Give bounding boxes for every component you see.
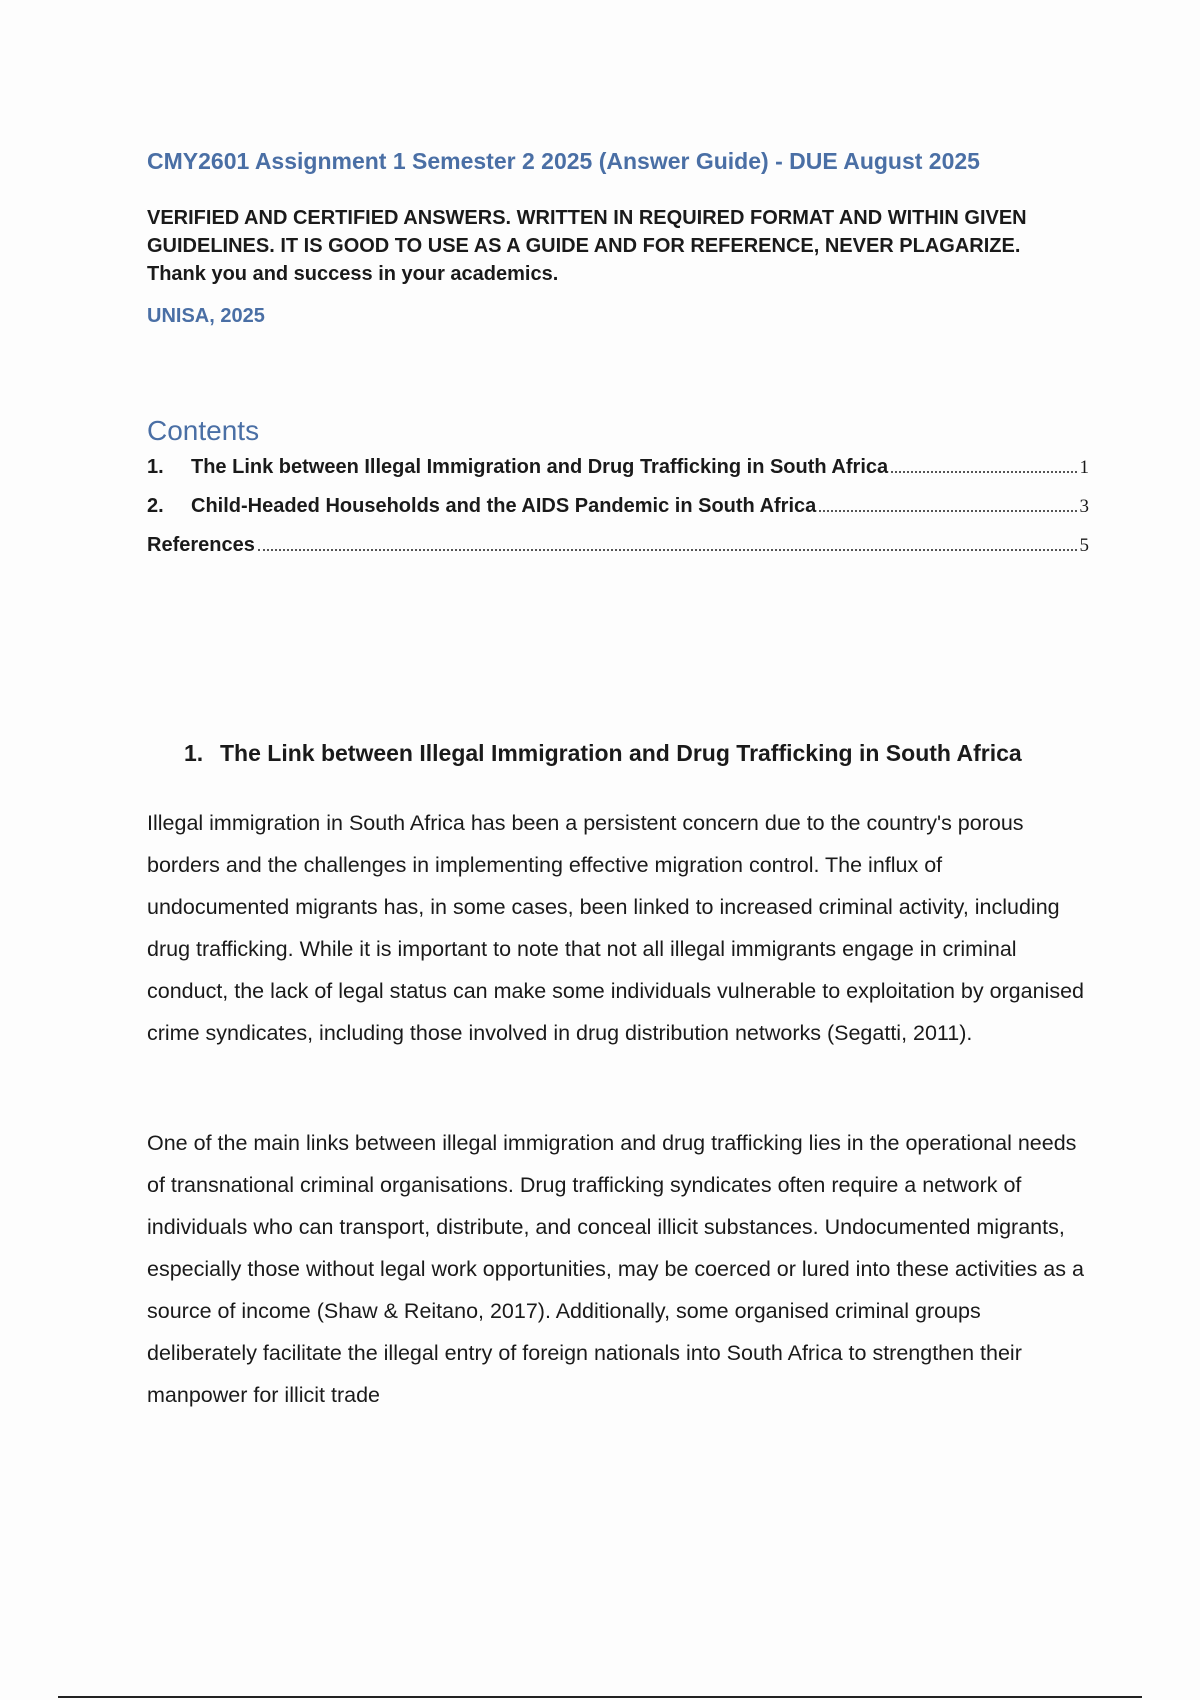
contents-heading: Contents [147,415,260,446]
section-number: 1. [184,740,204,766]
toc-entry-2[interactable] [147,492,1089,521]
toc-page-number: 3 [1079,496,1089,517]
toc-entry-label: References [147,534,255,556]
verification-notice: VERIFIED AND CERTIFIED ANSWERS. WRITTEN IN REQUIRED FORMAT AND WITHIN GIVEN GUIDELINES. IT IS GOOD TO USE AS A GUIDE AND FOR REFERENCE, NEVER PLAGARIZE. Thank you and success in your academics. [147,207,1027,285]
institution-line: UNISA, 2025 [147,305,265,327]
toc-page-number: 1 [1079,457,1089,478]
body-paragraph-2: One of the main links between illegal immigration and drug trafficking lies in the operational needs of transnational criminal organisations. Drug trafficking syndicates often require a network of individuals who can transport, distribute, and conceal illicit substances. Undocumented migrants, especially those without legal work opportunities, may be coerced or lured into these activities as a source of income (Shaw & Reitano, 2017). Additionally, some organised criminal groups deliberately facilitate the illegal entry of foreign nationals into South Africa to strengthen their manpower for illicit trade [147,1131,1084,1407]
page-bottom-rule [58,1696,1142,1698]
toc-entry-number: 2. [147,495,164,517]
toc-entry-label: Child-Headed Households and the AIDS Pandemic in South Africa [191,495,817,517]
document-title: CMY2601 Assignment 1 Semester 2 2025 (Answer Guide) - DUE August 2025 [147,148,980,174]
toc-page-number: 5 [1079,535,1089,556]
toc-entry-1[interactable] [147,453,1089,482]
toc-leader-dots [891,471,1076,473]
toc-entry-label: The Link between Illegal Immigration and Drug Trafficking in South Africa [191,456,889,478]
toc-entry-number: 1. [147,456,164,478]
toc-leader-dots [819,510,1076,512]
body-paragraph-1: Illegal immigration in South Africa has been a persistent concern due to the country's porous borders and the challenges in implementing effective migration control. The influx of undocumented migrants has, in some cases, been linked to increased criminal activity, including drug trafficking. While it is important to note that not all illegal immigrants engage in criminal conduct, the lack of legal status can make some individuals vulnerable to exploitation by organised crime syndicates, including those involved in drug distribution networks (Segatti, 2011). [147,811,1084,1045]
section-title: The Link between Illegal Immigration and Drug Trafficking in South Africa [220,740,1022,766]
toc-leader-dots [258,549,1077,551]
section-heading [184,738,1022,768]
toc-entry-references[interactable] [147,531,1089,560]
